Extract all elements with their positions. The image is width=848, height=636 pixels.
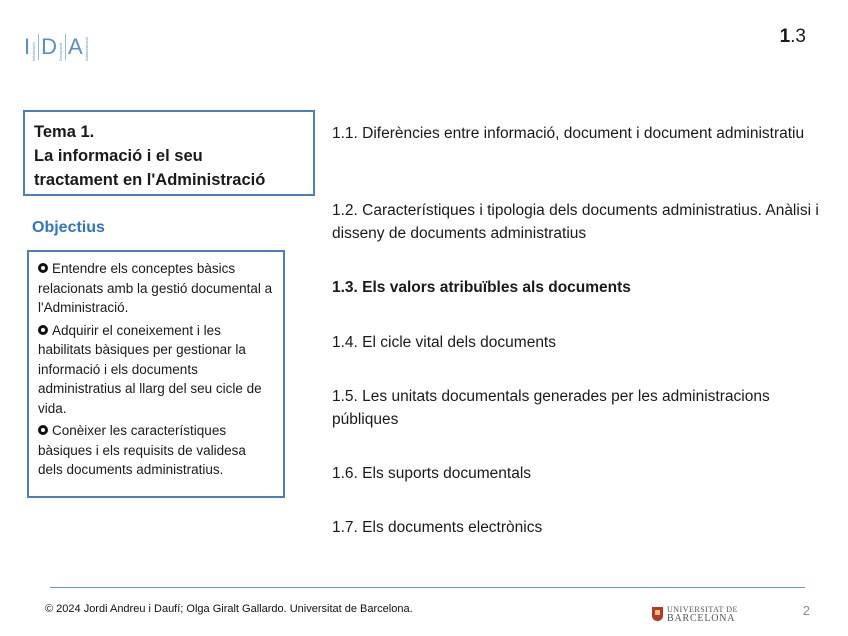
ub-line-1: UNIVERSITAT DE <box>667 605 738 614</box>
section-number-rest: .3 <box>790 26 806 47</box>
logo-letter-d: D <box>41 34 59 59</box>
logo-fine-print-2: Document <box>58 42 64 61</box>
logo-divider <box>38 34 39 60</box>
objective-text: Conèixer les característiques bàsiques i els requisits de validesa dels documents administratius. <box>38 423 246 477</box>
circle-bullet-icon <box>38 425 48 435</box>
circle-bullet-icon <box>38 263 48 273</box>
objective-item <box>38 421 274 480</box>
toc-item-1-2: 1.2. Característiques i tipologia dels documents administratius. Anàlisi i disseny de documents administratius <box>332 202 819 242</box>
footer-copyright: © 2024 Jordi Andreu i Daufí; Olga Giralt Gallardo. Universitat de Barcelona. <box>45 603 413 615</box>
ub-shield-icon <box>652 607 663 621</box>
objective-text: Entendre els conceptes bàsics relacionats amb la gestió documental a l'Administració. <box>38 261 273 315</box>
tema-title-box <box>23 110 315 196</box>
logo-fine-print-1: Informació <box>31 42 37 61</box>
objective-text: Adquirir el coneixement i les habilitats bàsiques per gestionar la informació i els documents administratius al llarg del seu cicle de vida. <box>38 322 262 416</box>
ub-wordmark <box>667 605 738 623</box>
circle-bullet-icon <box>38 325 48 335</box>
toc-item-1-5: 1.5. Les unitats documentals generades per les administracions públiques <box>332 388 770 428</box>
section-number <box>780 26 806 48</box>
logo-fine-print-3: Administració <box>83 36 89 61</box>
objective-item <box>38 321 274 419</box>
toc-item-1-3: 1.3. Els valors atribuïbles als documents <box>332 279 631 296</box>
footer-divider <box>50 587 805 588</box>
objective-item <box>38 259 274 318</box>
logo-letter-a: A <box>68 34 84 59</box>
toc-item-1-4: 1.4. El cicle vital dels documents <box>332 334 556 351</box>
toc-item-1-6: 1.6. Els suports documentals <box>332 465 532 482</box>
university-logo <box>652 605 738 623</box>
toc-item-1-7: 1.7. Els documents electrònics <box>332 519 543 536</box>
objectius-heading: Objectius <box>32 219 105 236</box>
objectius-box <box>27 250 285 498</box>
logo-letter-i: I <box>24 34 32 59</box>
section-number-bold: 1 <box>779 26 791 47</box>
ida-logo <box>24 30 89 64</box>
page-number: 2 <box>802 603 810 618</box>
ub-line-2: BARCELONA <box>667 613 736 624</box>
tema-line-3: tractament en l'Administració <box>34 171 266 189</box>
toc-item-1-1: 1.1. Diferències entre informació, document i document administratiu <box>332 125 805 142</box>
tema-line-2: La informació i el seu <box>34 147 203 165</box>
logo-divider <box>65 34 66 60</box>
tema-line-1: Tema 1. <box>34 123 95 141</box>
